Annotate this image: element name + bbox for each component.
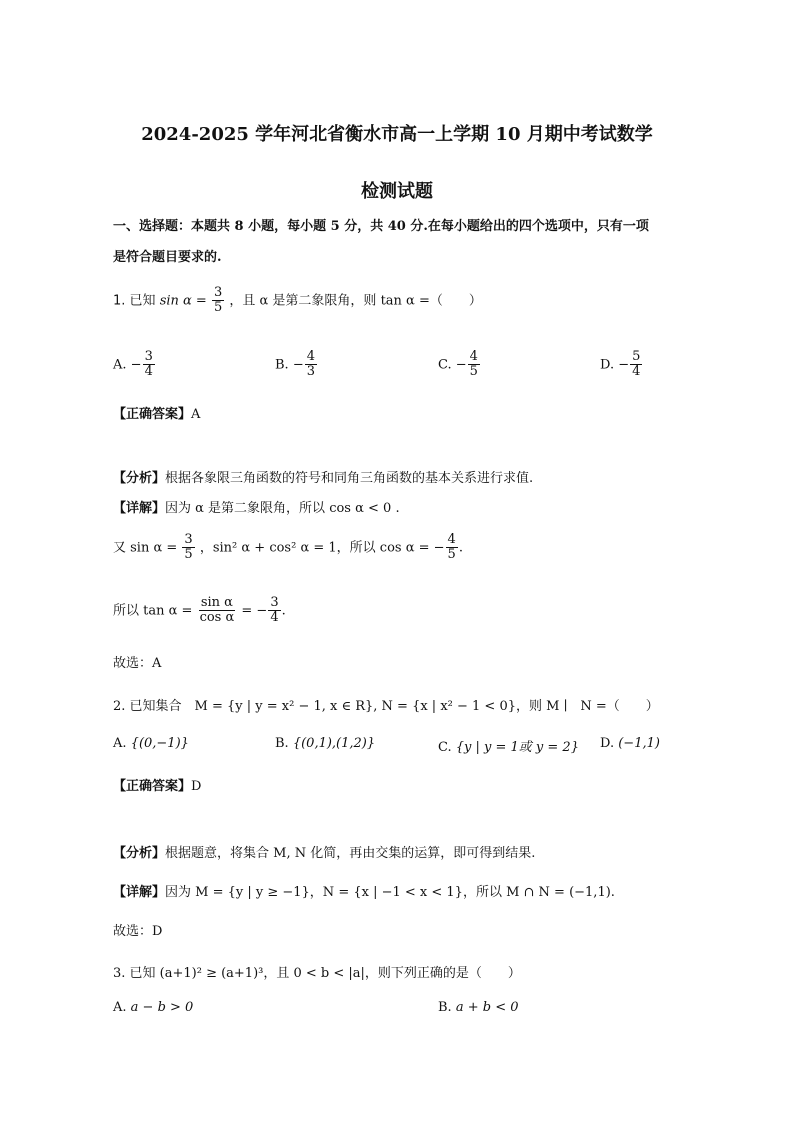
option-value: a + b < 0 [455,1000,519,1015]
option-label: C. [438,740,452,755]
q1-detail-line2 [113,533,463,563]
question-3: 3. 已知 (a+1)² ≥ (a+1)³，且 0 < b < |a|，则下列正确的是（ ） [113,966,521,981]
fraction-denominator: cos α [199,610,235,626]
option-fraction [630,350,642,380]
q2-option-b [275,736,375,751]
fraction-numerator: 3 [184,532,193,547]
question-2: 2. 已知集合 M = {y | y = x² − 1, x ∈ R}, N = {x | x² − 1 < 0}，则 M ∣ N =（ ） [113,699,659,714]
analysis-label: 【分析】 [113,846,166,861]
detail-fraction [182,533,194,563]
option-fraction [305,350,317,380]
fraction-denominator: 5 [469,364,478,380]
q1-detail-line3 [113,596,286,626]
fraction-denominator: 5 [184,547,193,563]
question-1 [113,286,482,316]
option-label: C. [438,357,452,373]
q2-option-a [113,736,189,751]
section-intro-line2: 是符合题目要求的. [113,250,222,265]
option-value: {y | y = 1或 y = 2} [455,740,579,755]
detail-fraction [268,596,280,626]
q1-detail-line1 [113,497,400,516]
answer-label: 【正确答案】 [113,779,192,794]
q2-analysis [113,842,535,861]
q2-option-d [600,736,660,751]
option-fraction [468,350,480,380]
detail-text: ，sin² α + cos² α = 1，所以 cos α = − [199,540,445,556]
q1-choice: 故选：A [113,656,162,671]
question-1-text: ，且 α 是第二象限角，则 tan α =（ ） [229,293,482,309]
detail-label: 【详解】 [113,501,166,516]
q3-option-b [438,1000,519,1015]
option-label: B. [275,736,289,751]
option-label: B. [438,1000,452,1015]
fraction-numerator: 3 [144,349,153,364]
option-label: A. [113,736,127,751]
fraction-denominator: 4 [632,364,641,380]
fraction-numerator: 3 [270,595,279,610]
question-1-given-fraction [212,286,224,316]
option-value: {(0,−1)} [130,736,189,751]
detail-fraction [446,533,458,563]
fraction-denominator: 5 [447,547,456,563]
fraction-numerator: 3 [213,285,223,300]
option-value: a − b > 0 [130,1000,194,1015]
option-label: B. [275,357,289,373]
analysis-label: 【分析】 [113,471,166,486]
option-sign: − [130,357,142,373]
option-fraction [143,350,155,380]
fraction-denominator: 5 [213,300,223,316]
fraction-numerator: sin α [200,595,233,610]
option-label: A. [113,1000,127,1015]
q2-detail [113,881,615,900]
detail-fraction [198,596,237,626]
detail-text: = − [241,603,268,619]
fraction-numerator: 4 [469,349,478,364]
detail-text: 因为 α 是第二象限角，所以 cos α < 0 . [165,501,400,516]
option-sign: − [618,357,630,373]
q1-option-d [600,350,643,380]
q1-option-c [438,350,481,380]
q2-answer [113,775,201,794]
section-intro-line1: 一、选择题：本题共 8 小题，每小题 5 分，共 40 分.在每小题给出的四个选项中，只有一项 [113,219,649,234]
fraction-denominator: 4 [144,364,153,380]
option-sign: − [455,357,467,373]
document-title-line2: 检测试题 [361,181,433,202]
document-title-line1: 2024-2025 学年河北省衡水市高一上学期 10 月期中考试数学 [141,124,653,145]
detail-text: 又 sin α = [113,540,178,556]
q1-answer [113,403,200,422]
question-1-prefix: 1. 已知 [113,293,156,309]
question-1-given-lhs: sin α = [159,293,207,309]
option-label: D. [600,357,615,373]
answer-value: D [191,779,202,794]
analysis-text: 根据各象限三角函数的符号和同角三角函数的基本关系进行求值. [165,471,534,486]
option-label: D. [600,736,615,751]
detail-text: 所以 tan α = [113,603,193,619]
q1-analysis [113,467,533,486]
option-value: (−1,1) [618,736,660,751]
option-label: A. [113,357,127,373]
answer-label: 【正确答案】 [113,407,192,422]
detail-text: 因为 M = {y | y ≥ −1}，N = {x | −1 < x < 1}，所以 M ∩ N = (−1,1). [165,885,615,900]
option-value: {(0,1),(1,2)} [292,736,376,751]
fraction-denominator: 3 [306,364,316,380]
detail-label: 【详解】 [113,885,166,900]
fraction-numerator: 4 [447,532,456,547]
option-sign: − [292,357,304,373]
q1-option-a [113,350,156,380]
fraction-numerator: 4 [306,349,316,364]
fraction-denominator: 4 [270,610,279,626]
q3-option-a [113,1000,193,1015]
fraction-numerator: 5 [632,349,641,364]
detail-text: . [281,603,286,619]
q2-option-c [438,736,579,755]
answer-value: A [191,407,201,422]
q1-option-b [275,350,318,380]
detail-text: . [458,540,463,556]
analysis-text: 根据题意，将集合 M, N 化简，再由交集的运算，即可得到结果. [165,846,536,861]
q2-choice: 故选：D [113,924,163,939]
